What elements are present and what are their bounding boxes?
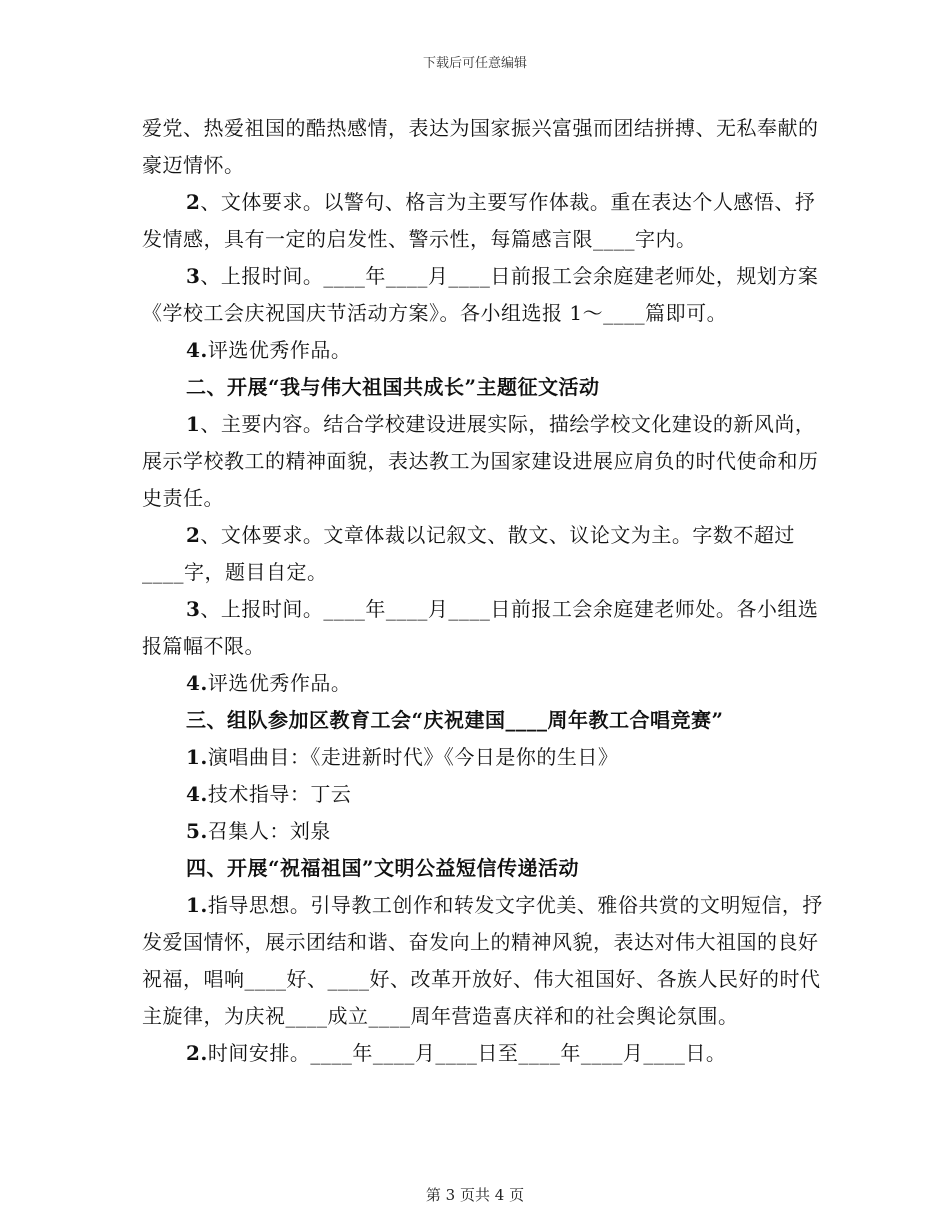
paragraph-essay-evaluation	[142, 665, 832, 702]
paragraph-text: 技术指导：丁云	[207, 782, 352, 806]
paragraph-text: 评选优秀作品。	[207, 671, 352, 695]
item-number: 1	[186, 412, 201, 436]
paragraph-songs	[142, 739, 832, 776]
page-footer: 第 3 页共 4 页	[425, 1186, 525, 1204]
item-number: 2.	[186, 1041, 208, 1065]
paragraph-text: 、上报时间。____年____月____日前报工会余庭建老师处。各小组选报篇幅不限。	[142, 597, 819, 658]
item-number: 4.	[186, 338, 208, 362]
paragraph-essay-submission	[142, 591, 832, 665]
item-number: 5.	[186, 819, 208, 843]
paragraph-text: 召集人：刘泉	[207, 819, 331, 843]
page-header: 下载后可任意编辑	[422, 56, 527, 71]
paragraph-text: 时间安排。____年____月____日至____年____月____日。	[207, 1041, 727, 1065]
paragraph-text: 评选优秀作品。	[207, 338, 352, 362]
paragraph-evaluation	[142, 332, 832, 369]
paragraph-text: 、上报时间。____年____月____日前报工会余庭建老师处，规划方案《学校工会庆祝国庆节活动方案》。各小组选报 1～____篇即可。	[142, 264, 819, 325]
paragraph-text: 、文体要求。以警句、格言为主要写作体裁。重在表达个人感悟、抒发情感，具有一定的启发性、警示性，每篇感言限____字内。	[142, 190, 816, 251]
item-number: 3	[186, 597, 201, 621]
item-number: 1.	[186, 893, 208, 917]
paragraph-schedule	[142, 1035, 832, 1072]
paragraph-text: 演唱曲目：《走进新时代》《今日是你的生日》	[207, 745, 619, 769]
section-heading-sms-activity: 四、开展“祝福祖国”文明公益短信传递活动	[186, 856, 580, 880]
paragraph-convener	[142, 813, 832, 850]
paragraph-submission-time	[142, 258, 832, 332]
paragraph-text: 、主要内容。结合学校建设进展实际，描绘学校文化建设的新风尚，展示学校教工的精神面貌，表达教工为国家建设进展应肩负的时代使命和历史责任。	[142, 412, 819, 510]
paragraph-main-content	[142, 406, 832, 517]
paragraph-text: 爱党、热爱祖国的酷热感情，表达为国家振兴富强而团结拼搏、无私奉献的豪迈情怀。	[142, 116, 819, 177]
item-number: 2	[186, 523, 201, 547]
item-number: 4.	[186, 671, 208, 695]
paragraph-essay-style	[142, 517, 832, 591]
paragraph-text: 指导思想。引导教工创作和转发文字优美、雅俗共赏的文明短信，抒发爱国情怀，展示团结和谐、奋发向上的精神风貌，表达对伟大祖国的良好祝福，唱响____好、____好、改革开放好、伟大祖国好、各族人民好的时代主旋律，为庆祝____成立____周年营造喜庆祥和的社会舆论氛围。	[142, 893, 823, 1028]
paragraph-style-requirement	[142, 184, 832, 258]
paragraph-technical-guide	[142, 776, 832, 813]
item-number: 3	[186, 264, 201, 288]
paragraph-text: 、文体要求。文章体裁以记叙文、散文、议论文为主。字数不超过____字，题目自定。	[142, 523, 795, 584]
paragraph-guiding-idea	[142, 887, 832, 1035]
section-heading-choir-contest: 三、组队参加区教育工会“庆祝建国____周年教工合唱竞赛”	[186, 708, 724, 732]
item-number: 4.	[186, 782, 208, 806]
paragraph-intro-continuation	[142, 110, 832, 184]
section-heading-essay-activity: 二、开展“我与伟大祖国共成长”主题征文活动	[186, 375, 600, 399]
item-number: 2	[186, 190, 201, 214]
item-number: 1.	[186, 745, 208, 769]
document-body	[142, 110, 832, 1072]
